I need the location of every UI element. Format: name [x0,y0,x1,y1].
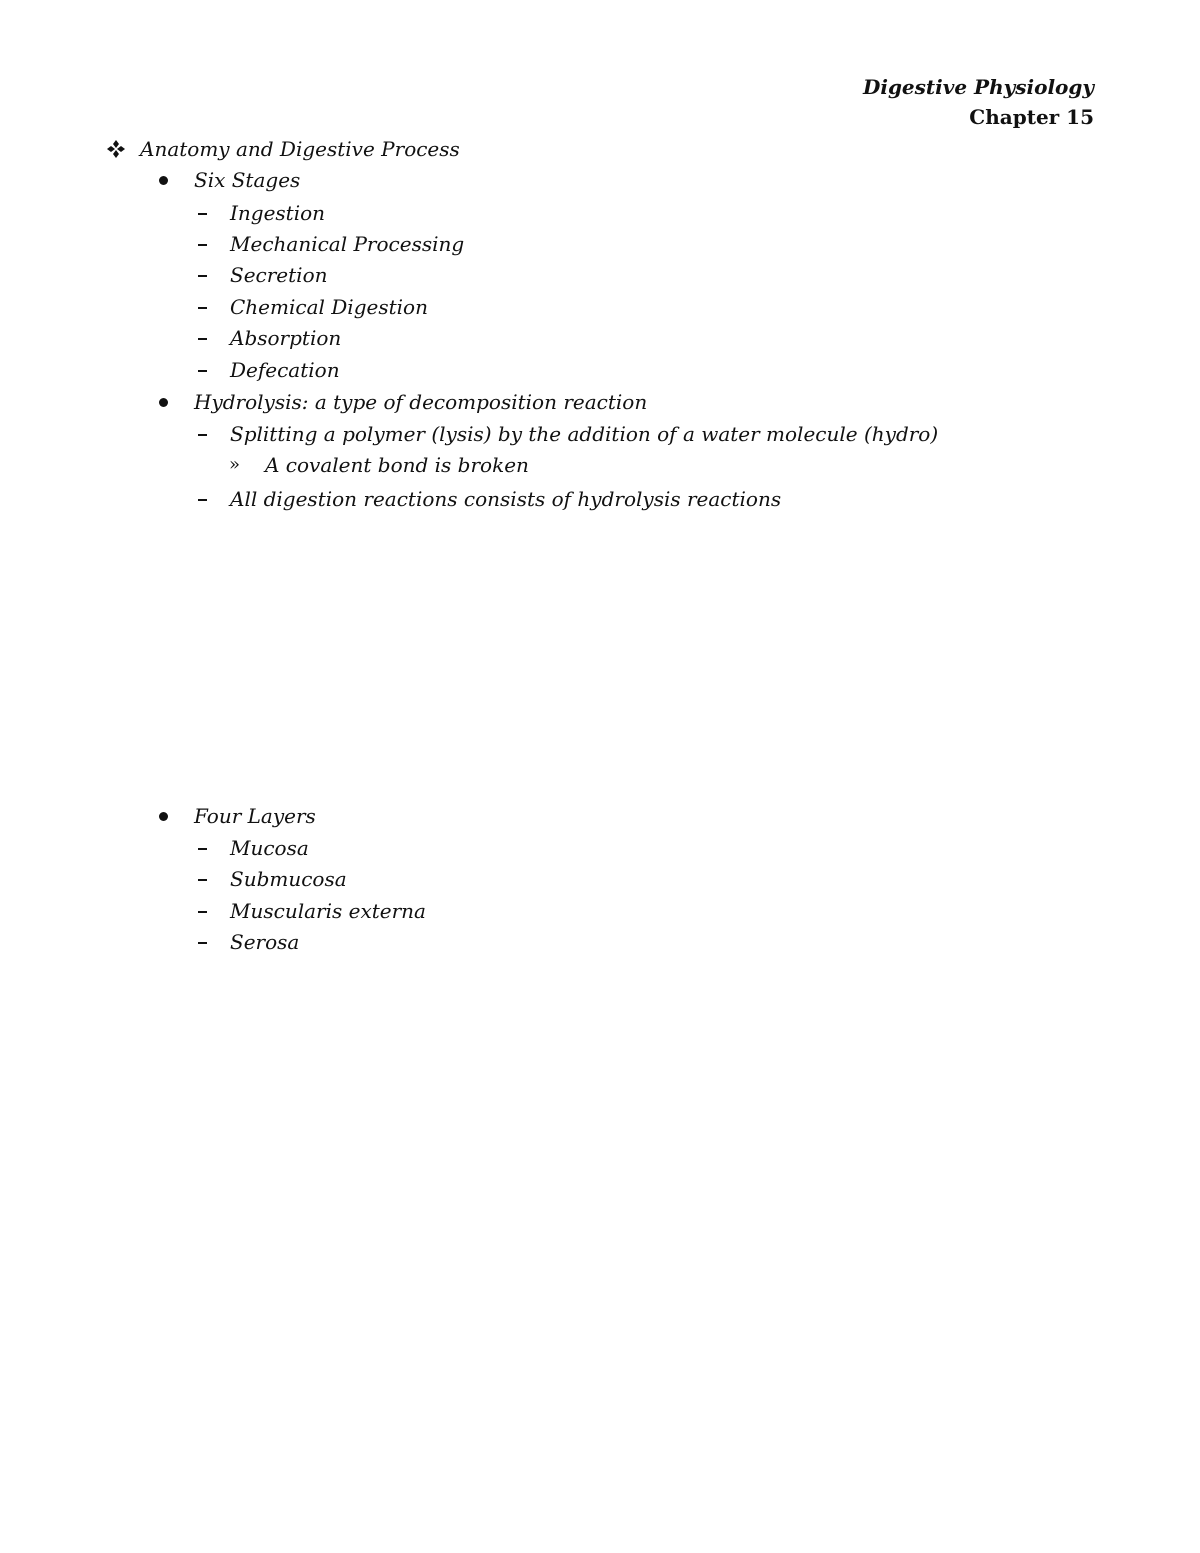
dash-bullet-icon [198,370,207,372]
bullet-row-four-layers [0,803,1200,829]
dash-bullet-icon [198,338,207,340]
bullet-row-hydrolysis [0,389,1200,415]
dash-bullet-icon [198,879,207,881]
stage-label: Ingestion [230,201,326,225]
dash-bullet-icon [198,275,207,277]
chapter-label: Chapter 15 [969,105,1094,129]
dash-bullet-icon [198,213,207,215]
list-item [0,200,1200,226]
four-layers-heading: Four Layers [194,804,316,828]
hydrolysis-note: A covalent bond is broken [265,453,529,477]
stage-label: Chemical Digestion [230,295,428,319]
list-item [0,898,1200,924]
hydrolysis-heading: Hydrolysis: a type of decomposition reaction [194,390,648,414]
dash-bullet-icon [198,244,207,246]
stage-label: Secretion [230,263,328,287]
list-item [0,231,1200,257]
list-item [0,835,1200,861]
layer-label: Muscularis externa [230,899,426,923]
list-item [0,929,1200,955]
list-item [0,357,1200,383]
four-diamond-icon [106,139,126,159]
bullet-dot-icon [159,398,168,407]
list-item [0,325,1200,351]
document-title: Digestive Physiology [863,75,1094,99]
layer-label: Mucosa [230,836,309,860]
dash-bullet-icon [198,499,207,501]
section-heading: Anatomy and Digestive Process [140,137,460,161]
dash-bullet-icon [198,911,207,913]
stage-label: Absorption [230,326,342,350]
hydrolysis-statement: All digestion reactions consists of hydrolysis reactions [230,487,782,511]
list-item [0,866,1200,892]
list-item [0,421,1200,447]
layer-label: Submucosa [230,867,347,891]
dash-bullet-icon [198,307,207,309]
stage-label: Mechanical Processing [230,232,465,256]
layer-label: Serosa [230,930,300,954]
six-stages-heading: Six Stages [194,168,301,192]
list-item [0,486,1200,512]
dash-bullet-icon [198,434,207,436]
list-item [0,452,1200,478]
double-arrow-bullet-icon: » [229,454,241,475]
stage-label: Defecation [230,358,340,382]
page-header [863,72,1094,132]
bullet-dot-icon [159,812,168,821]
hydrolysis-definition: Splitting a polymer (lysis) by the addition of a water molecule (hydro) [230,422,939,446]
list-item [0,262,1200,288]
bullet-dot-icon [159,176,168,185]
section-heading-row [0,136,1200,162]
dash-bullet-icon [198,848,207,850]
bullet-row-six-stages [0,167,1200,193]
list-item [0,294,1200,320]
dash-bullet-icon [198,942,207,944]
